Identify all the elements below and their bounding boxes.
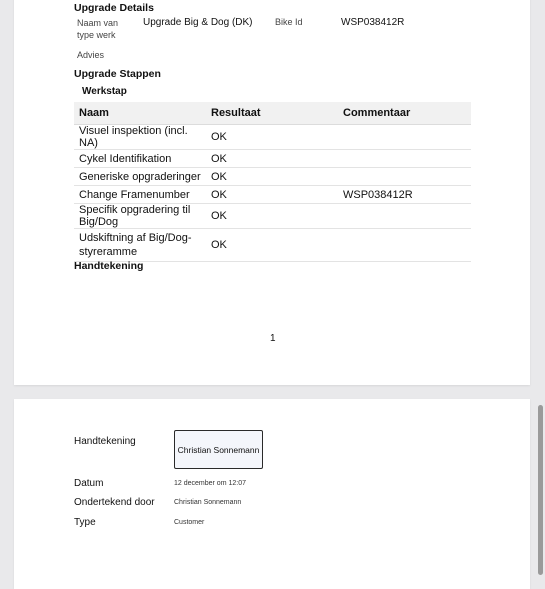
step-result: OK	[206, 125, 338, 150]
column-header-comment: Commentaar	[338, 102, 471, 125]
page-number: 1	[270, 333, 276, 344]
signed-by-label: Ondertekend door	[74, 497, 155, 508]
signed-by-value: Christian Sonnemann	[174, 499, 242, 506]
step-result: OK	[206, 186, 338, 204]
table-row	[74, 204, 471, 229]
step-comment	[338, 150, 471, 168]
table-row	[74, 168, 471, 186]
upgrade-details-title: Upgrade Details	[74, 2, 154, 14]
upgrade-steps-title: Upgrade Stappen	[74, 68, 161, 80]
vertical-scrollbar[interactable]	[538, 405, 543, 575]
step-name: Cykel Identifikation	[74, 150, 206, 168]
step-result: OK	[206, 150, 338, 168]
advice-label: Advies	[77, 50, 105, 60]
step-result: OK	[206, 229, 338, 262]
signature-box	[174, 430, 263, 469]
document-page-1	[14, 0, 530, 385]
signature-box-text: Christian Sonnemann	[177, 444, 260, 455]
step-result: OK	[206, 204, 338, 229]
work-type-label: Naam van type werk	[77, 18, 119, 40]
date-value: 12 december om 12:07	[174, 480, 246, 487]
step-comment	[338, 229, 471, 262]
table-row	[74, 150, 471, 168]
step-comment	[338, 125, 471, 150]
table-header-row	[74, 102, 471, 125]
table-row	[74, 186, 471, 204]
step-name: Specifik opgradering til Big/Dog	[74, 204, 206, 229]
work-steps-table	[74, 102, 471, 262]
work-type-value: Upgrade Big & Dog (DK)	[143, 17, 253, 28]
bike-id-label: Bike Id	[275, 17, 303, 27]
step-name: Visuel inspektion (incl. NA)	[74, 125, 206, 150]
date-label: Datum	[74, 478, 104, 489]
signature-heading: Handtekening	[74, 260, 144, 272]
document-page-2	[14, 399, 530, 589]
column-header-result: Resultaat	[206, 102, 338, 125]
step-comment: WSP038412R	[338, 186, 471, 204]
step-result: OK	[206, 168, 338, 186]
column-header-name: Naam	[74, 102, 206, 125]
work-step-subtitle: Werkstap	[82, 86, 127, 97]
signature-label: Handtekening	[74, 436, 136, 447]
step-name: Generiske opgraderinger	[74, 168, 206, 186]
step-name: Change Framenumber	[74, 186, 206, 204]
type-value: Customer	[174, 519, 205, 526]
table-row	[74, 125, 471, 150]
step-name: Udskiftning af Big/Dog-styreramme	[74, 229, 206, 262]
bike-id-value: WSP038412R	[341, 17, 405, 28]
type-label: Type	[74, 517, 96, 528]
step-comment	[338, 168, 471, 186]
table-row	[74, 229, 471, 262]
step-comment	[338, 204, 471, 229]
